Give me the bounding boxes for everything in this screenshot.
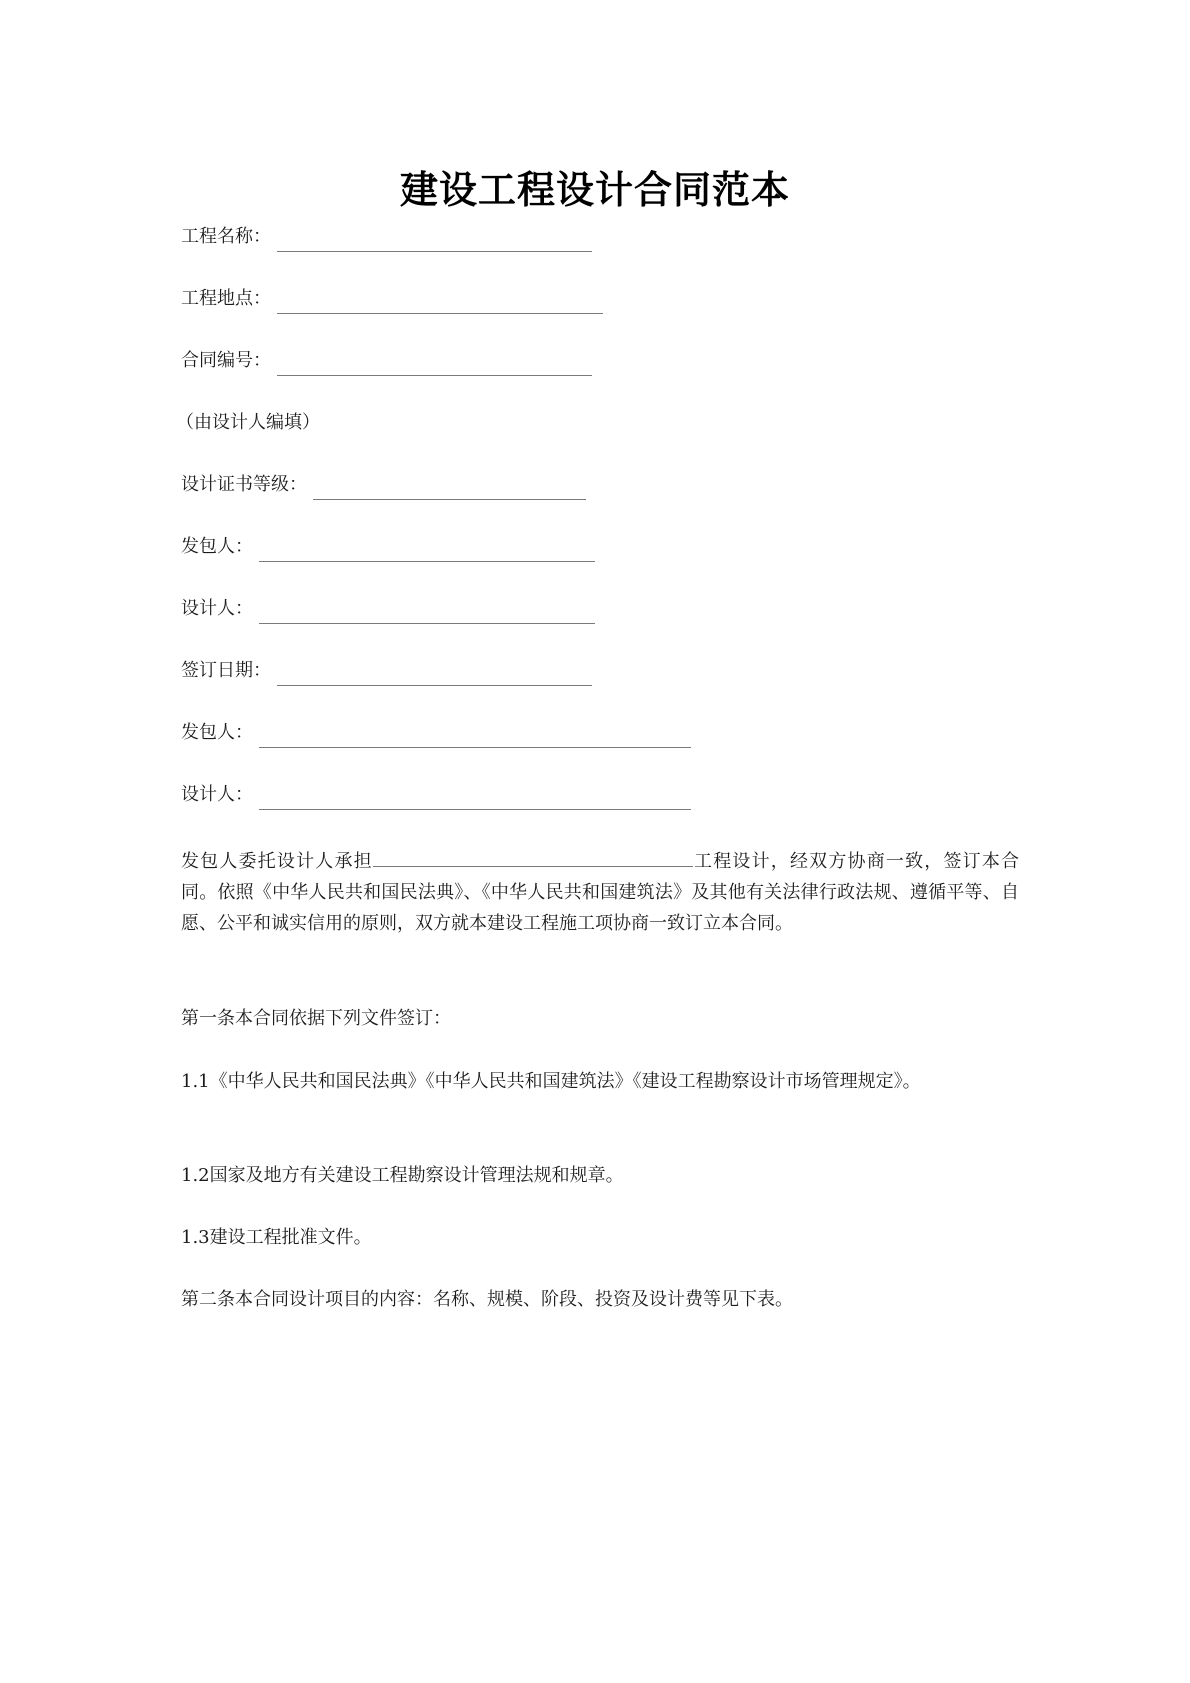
article-1-item-1: 1.1《中华人民共和国民法典》《中华人民共和国建筑法》《建设工程勘察设计市场管理规定》。 [181,1071,921,1092]
intro-paragraph [181,846,1019,939]
field-label: 设计人： [181,784,253,805]
field-project-name [181,222,592,252]
project-scope-blank[interactable] [373,846,693,867]
signing-date-blank[interactable] [277,663,592,686]
project-location-blank[interactable] [277,291,603,314]
field-label: 设计证书等级： [181,474,307,495]
field-project-location [181,284,603,314]
designer-signature-blank[interactable] [259,787,691,810]
field-client [181,532,595,562]
field-label: 工程名称： [181,226,271,247]
field-label: 发包人： [181,722,253,743]
article-1-item-3: 1.3建设工程批准文件。 [181,1227,372,1248]
field-designer [181,594,595,624]
field-label: 设计人： [181,598,253,619]
field-label: 工程地点： [181,288,271,309]
intro-prefix: 发包人委托设计人承担 [181,851,373,872]
document-title: 建设工程设计合同范本 [399,167,790,212]
designer-blank[interactable] [259,601,595,624]
field-contract-number [181,346,592,376]
field-signing-date [181,656,592,686]
field-label: 签订日期： [181,660,271,681]
article-1-heading: 第一条本合同依据下列文件签订： [181,1008,451,1029]
field-label: 合同编号： [181,350,271,371]
certificate-level-blank[interactable] [313,477,586,500]
field-designer-signature [181,780,691,810]
client-signature-blank[interactable] [259,725,691,748]
field-label: 发包人： [181,536,253,557]
project-name-blank[interactable] [277,229,592,252]
field-certificate-level [181,470,586,500]
intro-suffix: 工程设计，经双方协商一致，签订本合同。依照《中华人民共和国民法典》、《中华人民共和国建筑法》及其他有关法律行政法规、遵循平等、自愿、公平和诚实信用的原则，双方就本建设工程施工项协商一致订立本合同。 [181,851,1020,934]
article-2-heading: 第二条本合同设计项目的内容：名称、规模、阶段、投资及设计费等见下表。 [181,1289,793,1310]
note-filled-by-designer: （由设计人编填） [176,412,320,433]
client-blank[interactable] [259,539,595,562]
article-1-item-2: 1.2国家及地方有关建设工程勘察设计管理法规和规章。 [181,1165,624,1186]
contract-number-blank[interactable] [277,353,592,376]
field-client-signature [181,718,691,748]
